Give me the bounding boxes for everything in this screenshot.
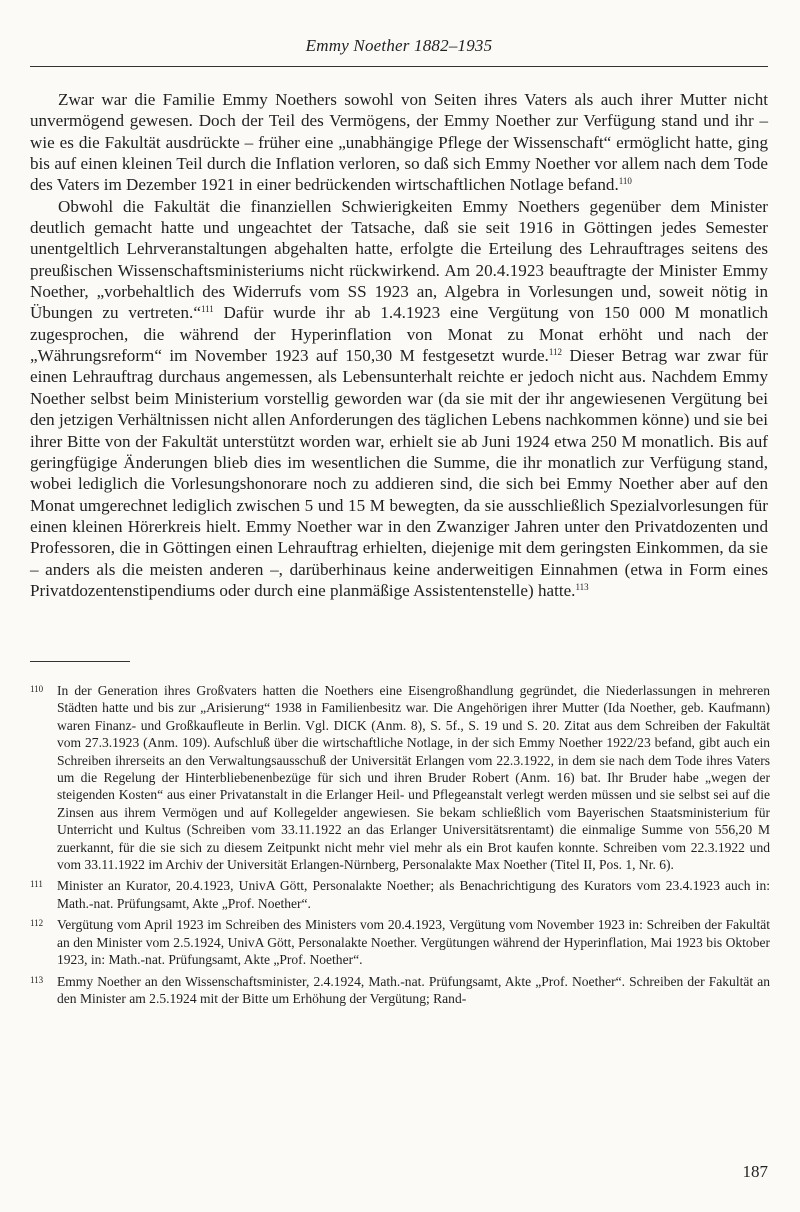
footnote-text: In der Generation ihres Großvaters hatten die Noethers eine Eisengroßhandlung gegründet, die Niederlassungen in mehreren Städten hatte und bis zur „Arisierung“ 1938 in Familienbesitz war. Die Angehörigen ihrer Mutter (Ida Noether, geb. Kaufmann) waren Finanz- und Großkaufleute in Berlin. Vgl. DICK (Anm. 8), S. 5f., S. 19 und S. 20. Zitat aus dem Schreiben der Fakultät vom 27.3.1923 (Anm. 109). Aufschluß über die wirtschaftliche Notlage, in der sich Emmy Noether 1922/23 befand, gibt auch ein Schreiben ihrerseits an den Verwaltungsausschuß der Universität Erlangen vom 22.3.1922, in dem sie nach dem Tode ihres Vaters um die Regelung der Hinterbliebenenbezüge für sich und ihren Bruder Robert (Anm. 16) bat. Ihr Bruder habe „wegen der steigenden Kosten“ aus einer Privatanstalt in die Erlanger Heil- und Pflegeanstalt verlegt werden müssen und sie selbst sei auf die Zinsen aus ihrem Vermögen und auf Kollegelder angewiesen. Sie bekam schließlich vom Bayerischen Staatsministerium für Unterricht und Kultus (Schreiben vom 33.11.1922 an das Erlanger Universitätsrentamt) die einmalige Summe von 556,20 M zuerkannt, für die sie sich zu diesem Zeitpunkt nicht mehr viel mehr als ein Brot kaufen konnte. Schreiben vom 22.3.1922 und vom 33.11.1922 im Archiv der Universität Erlangen-Nürnberg, Personalakte Max Noether (Titel II, Pos. 1, Nr. 6). (57, 683, 770, 873)
footnote-ref[interactable]: 112 (548, 347, 562, 358)
footnote-text: Minister an Kurator, 20.4.1923, UnivA Gött, Personalakte Noether; als Benachrichtigung des Kurators vom 23.4.1923 auch in: Math.-nat. Prüfungsamt, Akte „Prof. Noether“. (57, 878, 770, 911)
footnote-number: 112 (30, 918, 44, 929)
footnote (30, 973, 770, 1008)
footnote (30, 877, 770, 912)
running-header: Emmy Noether 1882–1935 (305, 36, 493, 55)
footnote-number: 113 (30, 974, 44, 985)
page-number: 187 (742, 1162, 768, 1181)
footnote-ref[interactable]: 110 (618, 176, 632, 187)
footnote-ref[interactable]: 113 (575, 581, 589, 592)
text-segment: Obwohl die Fakultät die finanziellen Schwierigkeiten Emmy Noethers gegenüber dem Minister deutlich gemacht hatte und ungeachtet der Tatsache, daß sie seit 1916 in Göttingen jedes Semester unentgeltlich Lehrveranstaltungen abgehalten hatte, erfolgte die Erteilung des Lehrauftrages seitens des preußischen Wissenschaftsministeriums nicht rückwirkend. Am 20.4.1923 beauftragte der Minister Emmy Noether, „vorbehaltlich des Widerrufs vom SS 1923 an, Algebra in Vorlesungen und, soweit nötig in Übungen zu vertreten.“ (30, 196, 768, 323)
footnote (30, 682, 770, 873)
footnote-number: 110 (30, 684, 44, 694)
footnote (30, 916, 770, 968)
footnote-number: 111 (30, 879, 43, 890)
footnotes (30, 682, 770, 1011)
footnote-rule (30, 661, 130, 662)
text-segment: Zwar war die Familie Emmy Noethers sowohl von Seiten ihres Vaters als auch ihrer Mutter nicht unvermögend gewesen. Doch der Teil des Vermögens, der Emmy Noether zur Verfügung stand und ihr – wie es die Fakultät ausdrückte – früher eine „unabhängige Pflege der Wissenschaft“ ermöglicht hatte, ging bis auf einen kleinen Teil durch die Inflation verloren, so daß sich Emmy Noether vor allem nach dem Tode des Vaters im Dezember 1921 in einer bedrückenden wirtschaftlichen Notlage befand. (30, 90, 768, 195)
text-segment: Dafür wurde ihr ab 1.4.1923 eine Vergütung von 150 000 M monatlich zugesprochen, die während der Hyperinflation von Monat zu Monat erhöht und nach der „Währungsreform“ im November 1923 auf 150,30 M festgesetzt wurde. (30, 303, 769, 366)
paragraph (30, 89, 768, 196)
paragraph (30, 196, 768, 602)
footnote-ref[interactable]: 111 (200, 304, 214, 315)
body-text (30, 89, 768, 601)
footnote-text: Emmy Noether an den Wissenschaftsminister, 2.4.1924, Math.-nat. Prüfungsamt, Akte „Prof. Noether“. Schreiben der Fakultät an den Minister am 2.5.1924 mit der Bitte um Erhöhung der Vergütung; Rand- (57, 973, 770, 1006)
footnote-text: Vergütung vom April 1923 im Schreiben des Ministers vom 20.4.1923, Vergütung vom November 1923 in: Schreiben der Fakultät an den Minister vom 2.5.1924, UnivA Gött, Personalakte Noether. Vergütungen während der Hyperinflation, Mai 1923 bis Oktober 1923, in: Math.-nat. Prüfungsamt, Akte „Prof. Noether“. (57, 917, 770, 968)
text-segment: Dieser Betrag war zwar für einen Lehrauftrag durchaus angemessen, als Lebensunterhalt reichte er jedoch nicht aus. Nachdem Emmy Noether selbst beim Ministerium vorstellig geworden war (da sie mit der ihr angewiesenen Vergütung bei den jetzigen Verhältnissen nicht allen Anforderungen des täglichen Lebens nachkommen könne) und sie bei ihrer Bitte von der Fakultät unterstützt worden war, erhielt sie ab Juni 1924 etwa 250 M monatlich. Bis auf geringfügige Änderungen blieb dies im wesentlichen die Summe, die ihr monatlich zur Verfügung stand, wobei lediglich die Vorlesungshonorare noch zu addieren sind, die sich bei Emmy Noether aber auf den Monat umgerechnet lediglich zwischen 5 und 15 M bewegten, da sie ausschließlich Spezialvorlesungen für einen kleinen Hörerkreis hielt. Emmy Noether war in den Zwanziger Jahren unter den Privatdozenten und Professoren, die in Göttingen einen Lehrauftrag erhielten, diejenige mit dem geringsten Einkommen, da sie – anders als die meisten anderen –, darüberhinaus keine anderweitigen Einnahmen (etwa in Form eines Privatdozentenstipendiums oder durch eine planmäßige Assistentenstelle) hatte. (30, 346, 769, 600)
header-rule (30, 66, 768, 67)
